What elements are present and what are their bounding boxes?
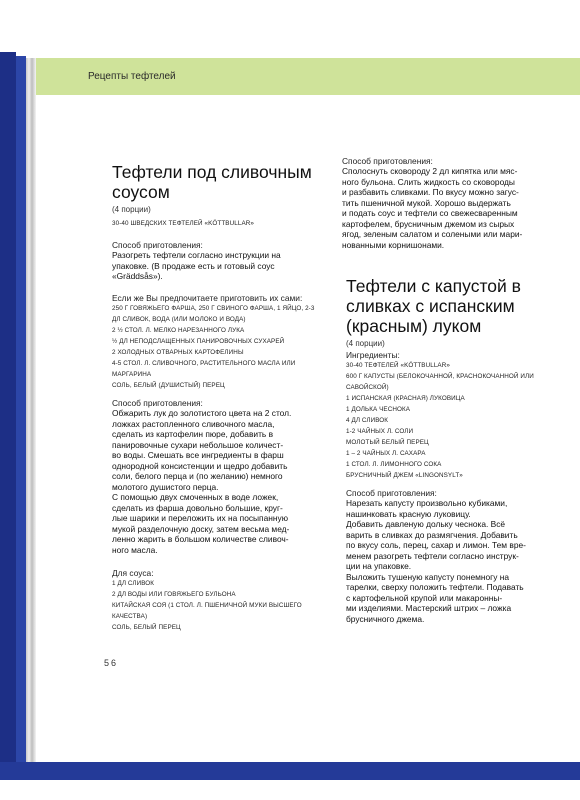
method-line: нованными корнишонами.	[342, 239, 445, 250]
ingredient-line: 1 ИСПАНСКАЯ (КРАСНАЯ) ЛУКОВИЦА	[346, 395, 465, 402]
recipe1-cont-method-label: Способ приготовления:	[342, 156, 433, 166]
method-line: Нарезать капусту произвольно кубиками,	[346, 498, 508, 508]
recipe1-method2-label: Способ приготовления:	[112, 398, 203, 408]
method-line: тарелки, сверху положить тефтели. Подавать	[346, 582, 524, 592]
ingredient-line: СОЛЬ, БЕЛЫЙ ПЕРЕЦ	[112, 624, 181, 631]
method-line: и разбавить сливками. По вкусу можно загус-	[342, 187, 519, 197]
method-line: ного бульона. Слить жидкость со сковороды	[342, 176, 515, 187]
recipe1-method-label: Способ приготовления:	[112, 240, 203, 250]
book-cover-edge	[0, 52, 16, 772]
recipe2-method-label: Способ приготовления:	[346, 488, 437, 498]
ingredient-line: 600 Г КАПУСТЫ (БЕЛОКОЧАННОЙ, КРАСНОКОЧАННОЙ ИЛИ	[346, 373, 534, 380]
ingredient-line: МОЛОТЫЙ БЕЛЫЙ ПЕРЕЦ	[346, 439, 429, 446]
recipe2-title-line: Тефтели с капустой в	[346, 276, 521, 296]
ingredient-line: 1-2 ЧАЙНЫХ Л. СОЛИ	[346, 428, 414, 435]
book-cover-inner-edge	[16, 56, 26, 764]
recipe2-ingredients-block	[346, 350, 561, 481]
method-line: нашинковать красную луковицу.	[346, 508, 471, 519]
recipe2-ingredients-label: Ингредиенты:	[346, 350, 400, 360]
ingredient-line: МАРГАРИНА	[112, 371, 152, 378]
recipe1-portions: (4 порции)	[112, 205, 151, 214]
method-line: ного масла.	[112, 544, 158, 555]
ingredient-line: СОЛЬ, БЕЛЫЙ (ДУШИСТЫЙ) ПЕРЕЦ	[112, 382, 225, 389]
method-line: панировочные сухари небольшое количест-	[112, 439, 284, 450]
recipe1-method-block	[112, 240, 322, 282]
ingredient-line: 1 СТОЛ. Л. ЛИМОННОГО СОКА	[346, 461, 442, 468]
section-title: Рецепты тефтелей	[88, 71, 176, 82]
recipe2-method-block	[346, 488, 561, 624]
method-line: однородной консистенции и щедро добавить	[112, 460, 288, 471]
method-line: ленно жарить в большом количестве сливоч-	[112, 534, 289, 544]
method-line: варить в сливках до размягчения. Добавить	[346, 529, 518, 540]
method-line: соли, белого перца и (по желанию) немного	[112, 471, 283, 481]
method-line: С помощью двух смоченных в воде ложек,	[112, 492, 279, 502]
method-line: во воды. Смешать все ингредиенты в фарш	[112, 450, 284, 460]
method-line: ции на упаковке.	[346, 561, 412, 571]
method-line: картофелем, брусничным джемом из сырых	[342, 218, 515, 229]
method-line: сделать из фарша довольно большие, круг-	[112, 502, 283, 513]
recipe1-homemade-label: Если же Вы предпочитаете приготовить их сами:	[112, 293, 303, 303]
ingredient-line: 2 ХОЛОДНЫХ ОТВАРНЫХ КАРТОФЕЛИНЫ	[112, 349, 244, 356]
recipe1-sauce-label: Для соуса:	[112, 568, 154, 578]
ingredient-line: 250 Г ГОВЯЖЬЕГО ФАРША, 250 Г СВИНОГО ФАРША, 1 ЯЙЦО, 2-3	[112, 305, 315, 312]
method-line: Добавить давленую дольку чеснока. Всё	[346, 519, 506, 529]
method-line: молотого душистого перца.	[112, 481, 219, 492]
recipe1-title-line1: Тефтели под сливочным	[112, 162, 312, 182]
ingredient-line: 4-5 СТОЛ. Л. СЛИВОЧНОГО, РАСТИТЕЛЬНОГО МАСЛА ИЛИ	[112, 360, 296, 367]
method-line: с картофельной крупой или макаронны-	[346, 592, 503, 603]
ingredient-line: КИТАЙСКАЯ СОЯ (1 СТОЛ. Л. ПШЕНИЧНОЙ МУКИ ВЫСШЕГО	[112, 602, 302, 609]
recipe1-title-block	[112, 162, 322, 214]
header-band	[36, 58, 580, 95]
recipe1-method-line: «Gräddsås»).	[112, 271, 163, 281]
recipe2-title-block	[346, 276, 556, 348]
recipe1-sauce-block	[112, 568, 327, 633]
recipe2-title-line: (красным) луком	[346, 316, 482, 336]
method-line: ягод, зеленым салатом и солеными или мари-	[342, 229, 523, 239]
method-line: сделать из картофелин пюре, добавить в	[112, 429, 274, 439]
book-page	[36, 58, 580, 762]
recipe1-continued-block	[342, 156, 557, 250]
ingredient-line: 30-40 ТЕФТЕЛЕЙ «KÖTTBULLAR»	[346, 362, 450, 369]
method-line: по вкусу соль, перец, сахар и лимон. Тем вре-	[346, 540, 526, 550]
ingredient-line: 1 ДЛ СЛИВОК	[112, 580, 155, 587]
ingredient-line: БРУСНИЧНЫЙ ДЖЕМ «LINGONSYLT»	[346, 472, 463, 479]
page-stack-edge	[26, 58, 36, 762]
ingredient-line: 2 ½ СТОЛ. Л. МЕЛКО НАРЕЗАННОГО ЛУКА	[112, 327, 245, 334]
page-number: 56	[104, 658, 119, 668]
method-line: брусничного джема.	[346, 613, 425, 624]
method-line: мукой разделочную доску, затем весьма мед-	[112, 523, 290, 534]
method-line: ложках растопленного сливочного масла,	[112, 418, 275, 429]
method-line: менем разогреть тефтели согласно инструк-	[346, 550, 519, 561]
method-line: ми изделиями. Мастерский штрих – ложка	[346, 603, 512, 613]
recipe1-homemade-block	[112, 293, 322, 391]
ingredient-line: 1 ДОЛЬКА ЧЕСНОКА	[346, 406, 411, 413]
method-line: и подать соус и тефтели со свежесваренным	[342, 208, 518, 218]
recipe1-method-line: Разогреть тефтели согласно инструкции на	[112, 250, 281, 260]
recipe2-title-line: сливках с испанским	[346, 296, 515, 316]
ingredient-line: ДЛ СЛИВОК, ВОДА (ИЛИ МОЛОКО И ВОДА)	[112, 316, 246, 323]
ingredient-line: 1 – 2 ЧАЙНЫХ Л. САХАРА	[346, 450, 426, 457]
scan-top-margin	[0, 0, 580, 58]
method-line: Выложить тушеную капусту понемногу на	[346, 571, 510, 582]
recipe1-title-line2: соусом	[112, 182, 170, 202]
recipe1-main-ingredient: 30-40 ШВЕДСКИХ ТЕФТЕЛЕЙ «KÖTTBULLAR»	[112, 220, 255, 227]
ingredient-line: ½ ДЛ НЕПОДСЛАЩЕННЫХ ПАНИРОВОЧНЫХ СУХАРЕЙ	[112, 338, 285, 345]
ingredient-line: САВОЙСКОЙ)	[346, 384, 389, 391]
method-line: Обжарить лук до золотистого цвета на 2 стол.	[112, 408, 292, 418]
method-line: лые шарики и переложить их на посыпанную	[112, 513, 288, 523]
recipe1-method-line: упаковке. (В продаже есть и готовый соус	[112, 260, 275, 271]
ingredient-line: 4 ДЛ СЛИВОК	[346, 417, 389, 424]
recipe2-portions: (4 порции)	[346, 339, 385, 348]
method-line: тить пшеничной мукой. Хорошо выдержать	[342, 197, 511, 208]
ingredient-line: 2 ДЛ ВОДЫ ИЛИ ГОВЯЖЬЕГО БУЛЬОНА	[112, 591, 236, 598]
method-line: Сполоснуть сковороду 2 дл кипятка или мяс-	[342, 166, 518, 176]
ingredient-line: КАЧЕСТВА)	[112, 613, 148, 620]
recipe1-method2-block	[112, 398, 327, 555]
book-cover-bottom-edge	[0, 762, 580, 780]
